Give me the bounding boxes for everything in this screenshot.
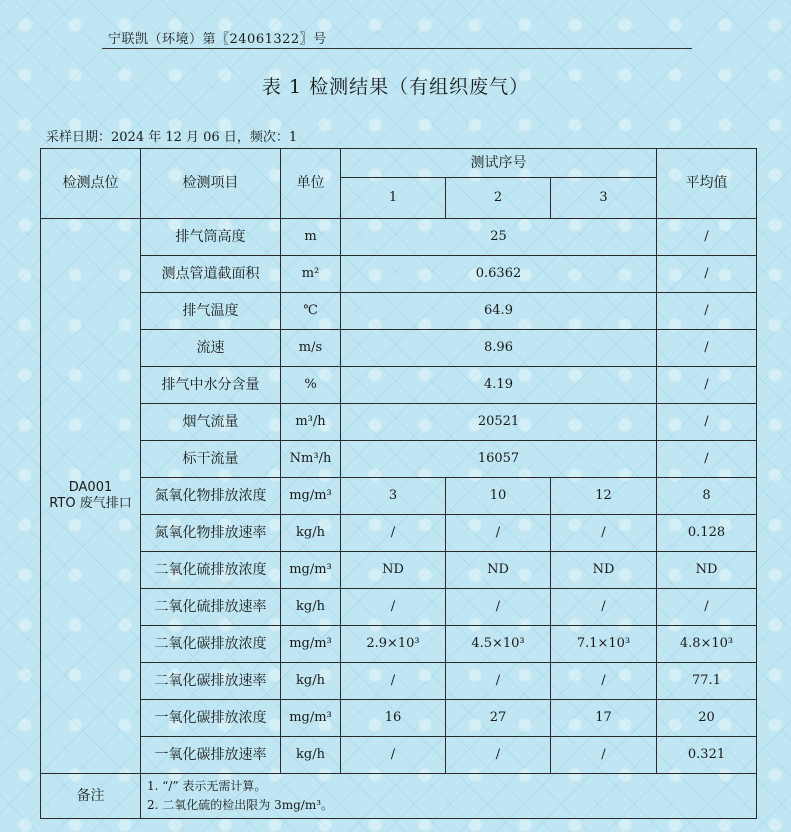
value-cell-2: / — [446, 515, 551, 552]
value-cell-3: / — [551, 737, 657, 774]
table-row — [41, 256, 757, 293]
table-row — [41, 404, 757, 441]
item-cell: 氮氧化物排放速率 — [141, 515, 281, 552]
header-seq-2: 2 — [446, 178, 551, 219]
item-cell: 一氧化碳排放浓度 — [141, 700, 281, 737]
unit-cell: kg/h — [281, 737, 341, 774]
unit-cell: m³/h — [281, 404, 341, 441]
sampling-info: 采样日期：2024 年 12 月 06 日，频次：1 — [46, 130, 298, 145]
value-cell-3: ND — [551, 552, 657, 589]
value-cell-1: / — [341, 663, 446, 700]
value-cell-1: 2.9×10³ — [341, 626, 446, 663]
remark-1: 1. “/” 表示无需计算。 — [147, 778, 267, 793]
header-seq-3: 3 — [551, 178, 657, 219]
table-row — [41, 552, 757, 589]
item-cell: 排气中水分含量 — [141, 367, 281, 404]
value-cell-2: / — [446, 737, 551, 774]
table-title: 表 1 检测结果（有组织废气） — [261, 76, 530, 98]
item-cell: 氮氧化物排放浓度 — [141, 478, 281, 515]
site-code: DA001 — [68, 480, 113, 496]
table-row — [41, 515, 757, 552]
header-site: 检测点位 — [41, 149, 141, 219]
item-cell: 一氧化碳排放速率 — [141, 737, 281, 774]
value-cell-3: / — [551, 515, 657, 552]
average-cell: / — [657, 589, 757, 626]
header-unit: 单位 — [281, 149, 341, 219]
remarks-label: 备注 — [41, 774, 141, 819]
header-item: 检测项目 — [141, 149, 281, 219]
value-cell-3: 12 — [551, 478, 657, 515]
average-cell: / — [657, 404, 757, 441]
average-cell: 77.1 — [657, 663, 757, 700]
table-row — [41, 219, 757, 256]
unit-cell: mg/m³ — [281, 478, 341, 515]
remark-2: 2. 二氧化硫的检出限为 3mg/m³。 — [147, 798, 334, 812]
results-table — [40, 148, 757, 819]
average-cell: 0.128 — [657, 515, 757, 552]
unit-cell: ℃ — [281, 293, 341, 330]
item-cell: 标干流量 — [141, 441, 281, 478]
value-cell-1: 3 — [341, 478, 446, 515]
item-cell: 测点管道截面积 — [141, 256, 281, 293]
unit-cell: kg/h — [281, 589, 341, 626]
unit-cell: m² — [281, 256, 341, 293]
average-cell: / — [657, 219, 757, 256]
unit-cell: kg/h — [281, 663, 341, 700]
item-cell: 流速 — [141, 330, 281, 367]
value-cell-2: 27 — [446, 700, 551, 737]
value-cell-1: / — [341, 589, 446, 626]
header-average: 平均值 — [657, 149, 757, 219]
value-cell-1: ND — [341, 552, 446, 589]
item-cell: 排气温度 — [141, 293, 281, 330]
value-cell-1: 16 — [341, 700, 446, 737]
table-row — [41, 293, 757, 330]
item-cell: 二氧化硫排放速率 — [141, 589, 281, 626]
header-row — [41, 149, 757, 178]
table-row — [41, 700, 757, 737]
average-cell: / — [657, 330, 757, 367]
average-cell: 4.8×10³ — [657, 626, 757, 663]
average-cell: ND — [657, 552, 757, 589]
value-cell: 16057 — [341, 441, 657, 478]
unit-cell: Nm³/h — [281, 441, 341, 478]
item-cell: 排气筒高度 — [141, 219, 281, 256]
unit-cell: mg/m³ — [281, 626, 341, 663]
average-cell: 8 — [657, 478, 757, 515]
value-cell-1: / — [341, 515, 446, 552]
site-name: RTO 废气排口 — [49, 496, 132, 511]
table-row — [41, 478, 757, 515]
table-row — [41, 626, 757, 663]
remarks-row — [41, 774, 757, 819]
unit-cell: m/s — [281, 330, 341, 367]
value-cell: 8.96 — [341, 330, 657, 367]
value-cell-2: ND — [446, 552, 551, 589]
unit-cell: mg/m³ — [281, 700, 341, 737]
value-cell-2: / — [446, 589, 551, 626]
value-cell: 25 — [341, 219, 657, 256]
average-cell: 20 — [657, 700, 757, 737]
table-row — [41, 441, 757, 478]
value-cell-3: / — [551, 589, 657, 626]
value-cell-3: / — [551, 663, 657, 700]
value-cell: 4.19 — [341, 367, 657, 404]
header-seq-1: 1 — [341, 178, 446, 219]
item-cell: 二氧化硫排放浓度 — [141, 552, 281, 589]
value-cell-3: 17 — [551, 700, 657, 737]
unit-cell: m — [281, 219, 341, 256]
unit-cell: mg/m³ — [281, 552, 341, 589]
average-cell: / — [657, 367, 757, 404]
value-cell-2: 4.5×10³ — [446, 626, 551, 663]
average-cell: 0.321 — [657, 737, 757, 774]
table-row — [41, 589, 757, 626]
table-row — [41, 737, 757, 774]
table-row — [41, 367, 757, 404]
value-cell-2: 10 — [446, 478, 551, 515]
value-cell-2: / — [446, 663, 551, 700]
value-cell: 64.9 — [341, 293, 657, 330]
document-reference: 宁联凯（环境）第〖24061322〗号 — [108, 32, 327, 47]
value-cell: 20521 — [341, 404, 657, 441]
site-cell — [41, 219, 141, 774]
value-cell-3: 7.1×10³ — [551, 626, 657, 663]
item-cell: 烟气流量 — [141, 404, 281, 441]
table-row — [41, 330, 757, 367]
value-cell: 0.6362 — [341, 256, 657, 293]
average-cell: / — [657, 441, 757, 478]
header-rule — [102, 48, 692, 49]
unit-cell: kg/h — [281, 515, 341, 552]
average-cell: / — [657, 293, 757, 330]
header-test-seq: 测试序号 — [341, 149, 657, 178]
table-row — [41, 663, 757, 700]
value-cell-1: / — [341, 737, 446, 774]
remarks-content — [141, 774, 757, 819]
unit-cell: % — [281, 367, 341, 404]
item-cell: 二氧化碳排放浓度 — [141, 626, 281, 663]
item-cell: 二氧化碳排放速率 — [141, 663, 281, 700]
average-cell: / — [657, 256, 757, 293]
